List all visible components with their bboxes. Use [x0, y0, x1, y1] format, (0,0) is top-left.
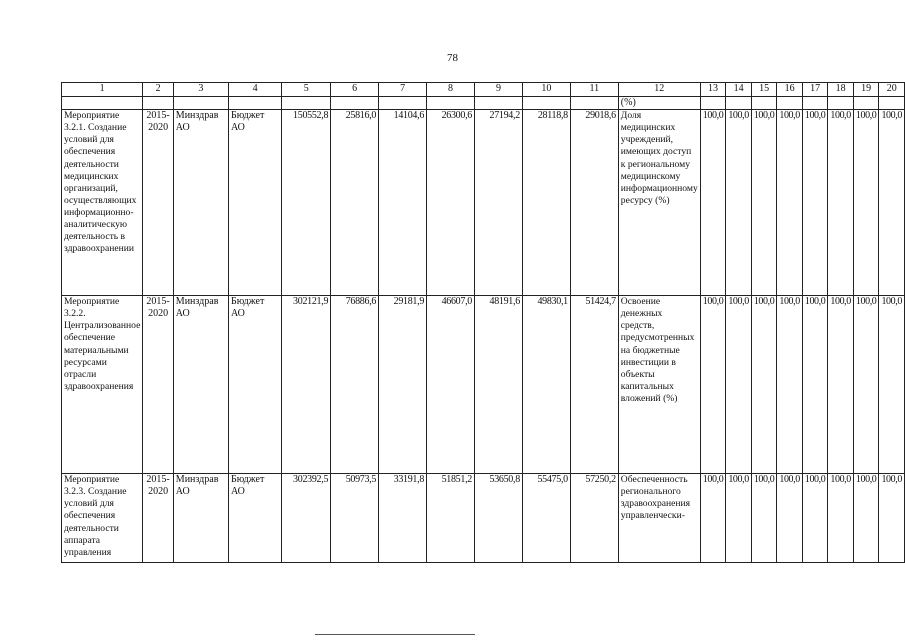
indicator-value: 100,0: [751, 474, 777, 563]
indicator-text: Доля медицинских учреждений, имеющих доступ к региональному медицинскому информационному ресурсу (%): [618, 110, 700, 296]
indicator-value: 100,0: [700, 110, 726, 296]
column-number-row: [62, 83, 905, 97]
indicator-value: 100,0: [700, 296, 726, 474]
indicator-value: 100,0: [726, 296, 752, 474]
indicator-value: 100,0: [828, 474, 854, 563]
column-header: 4: [228, 83, 281, 97]
amount-cell: 46607,0: [427, 296, 475, 474]
amount-cell: 302392,5: [282, 474, 331, 563]
activity-executor: Минздрав АО: [173, 474, 228, 563]
table-row: [62, 110, 905, 296]
column-header: 6: [331, 83, 379, 97]
carry-over-row: [62, 97, 905, 110]
activity-years: 2015-2020: [143, 474, 173, 563]
column-header: 20: [879, 83, 905, 97]
column-header: 13: [700, 83, 726, 97]
column-header: 10: [522, 83, 570, 97]
funding-source: Бюджет АО: [228, 296, 281, 474]
indicator-value: 100,0: [879, 296, 905, 474]
indicator-value: 100,0: [726, 474, 752, 563]
indicator-text: Обеспеченность регионального здравоохранения управленчески-: [618, 474, 700, 563]
amount-cell: 302121,9: [282, 296, 331, 474]
column-header: 9: [474, 83, 522, 97]
amount-cell: 26300,6: [427, 110, 475, 296]
amount-cell: 53650,8: [474, 474, 522, 563]
table-row: [62, 296, 905, 474]
funding-source: Бюджет АО: [228, 110, 281, 296]
column-header: 5: [282, 83, 331, 97]
indicator-value: 100,0: [751, 110, 777, 296]
activity-name: Мероприятие 3.2.2. Централизованное обеспечение материальными ресурсами отрасли здравоохранения: [62, 296, 143, 474]
column-header: 19: [853, 83, 879, 97]
column-header: 7: [379, 83, 427, 97]
indicator-value: 100,0: [777, 296, 803, 474]
activity-executor: Минздрав АО: [173, 110, 228, 296]
activity-executor: Минздрав АО: [173, 296, 228, 474]
column-header: 8: [427, 83, 475, 97]
indicator-value: 100,0: [828, 296, 854, 474]
indicator-value: 100,0: [802, 110, 828, 296]
amount-cell: 51424,7: [570, 296, 618, 474]
amount-cell: 14104,6: [379, 110, 427, 296]
indicator-value: 100,0: [879, 110, 905, 296]
indicator-value: 100,0: [751, 296, 777, 474]
amount-cell: 48191,6: [474, 296, 522, 474]
indicator-value: 100,0: [802, 474, 828, 563]
amount-cell: 33191,8: [379, 474, 427, 563]
table-row: [62, 474, 905, 563]
indicator-text: Освоение денежных средств, предусмотренных на бюджетные инвестиции в объекты капитальных вложений (%): [618, 296, 700, 474]
indicator-value: 100,0: [828, 110, 854, 296]
column-header: 1: [62, 83, 143, 97]
column-header: 2: [143, 83, 173, 97]
funding-source: Бюджет АО: [228, 474, 281, 563]
amount-cell: 49830,1: [522, 296, 570, 474]
indicator-value: 100,0: [802, 296, 828, 474]
column-header: 3: [173, 83, 228, 97]
footer-rule: [315, 634, 475, 635]
indicator-value: 100,0: [853, 110, 879, 296]
activity-years: 2015-2020: [143, 296, 173, 474]
amount-cell: 25816,0: [331, 110, 379, 296]
indicator-value: 100,0: [853, 296, 879, 474]
column-header: 18: [828, 83, 854, 97]
indicator-value: 100,0: [777, 474, 803, 563]
amount-cell: 76886,6: [331, 296, 379, 474]
column-header: 15: [751, 83, 777, 97]
program-activities-table: [61, 82, 905, 563]
amount-cell: 150552,8: [282, 110, 331, 296]
amount-cell: 27194,2: [474, 110, 522, 296]
column-header: 16: [777, 83, 803, 97]
amount-cell: 55475,0: [522, 474, 570, 563]
amount-cell: 29181,9: [379, 296, 427, 474]
amount-cell: 50973,5: [331, 474, 379, 563]
page-number: 78: [447, 52, 458, 64]
carry-over-text: (%): [618, 97, 700, 110]
amount-cell: 57250,2: [570, 474, 618, 563]
indicator-value: 100,0: [853, 474, 879, 563]
column-header: 11: [570, 83, 618, 97]
column-header: 12: [618, 83, 700, 97]
indicator-value: 100,0: [726, 110, 752, 296]
amount-cell: 28118,8: [522, 110, 570, 296]
amount-cell: 51851,2: [427, 474, 475, 563]
column-header: 14: [726, 83, 752, 97]
activity-years: 2015-2020: [143, 110, 173, 296]
indicator-value: 100,0: [777, 110, 803, 296]
amount-cell: 29018,6: [570, 110, 618, 296]
column-header: 17: [802, 83, 828, 97]
activity-name: Мероприятие 3.2.3. Создание условий для обеспечения деятельности аппарата управления: [62, 474, 143, 563]
activity-name: Мероприятие 3.2.1. Создание условий для обеспечения деятельности медицинских организаций, осуществляющих информационно-аналитическую деятельность в здравоохранении: [62, 110, 143, 296]
indicator-value: 100,0: [700, 474, 726, 563]
indicator-value: 100,0: [879, 474, 905, 563]
